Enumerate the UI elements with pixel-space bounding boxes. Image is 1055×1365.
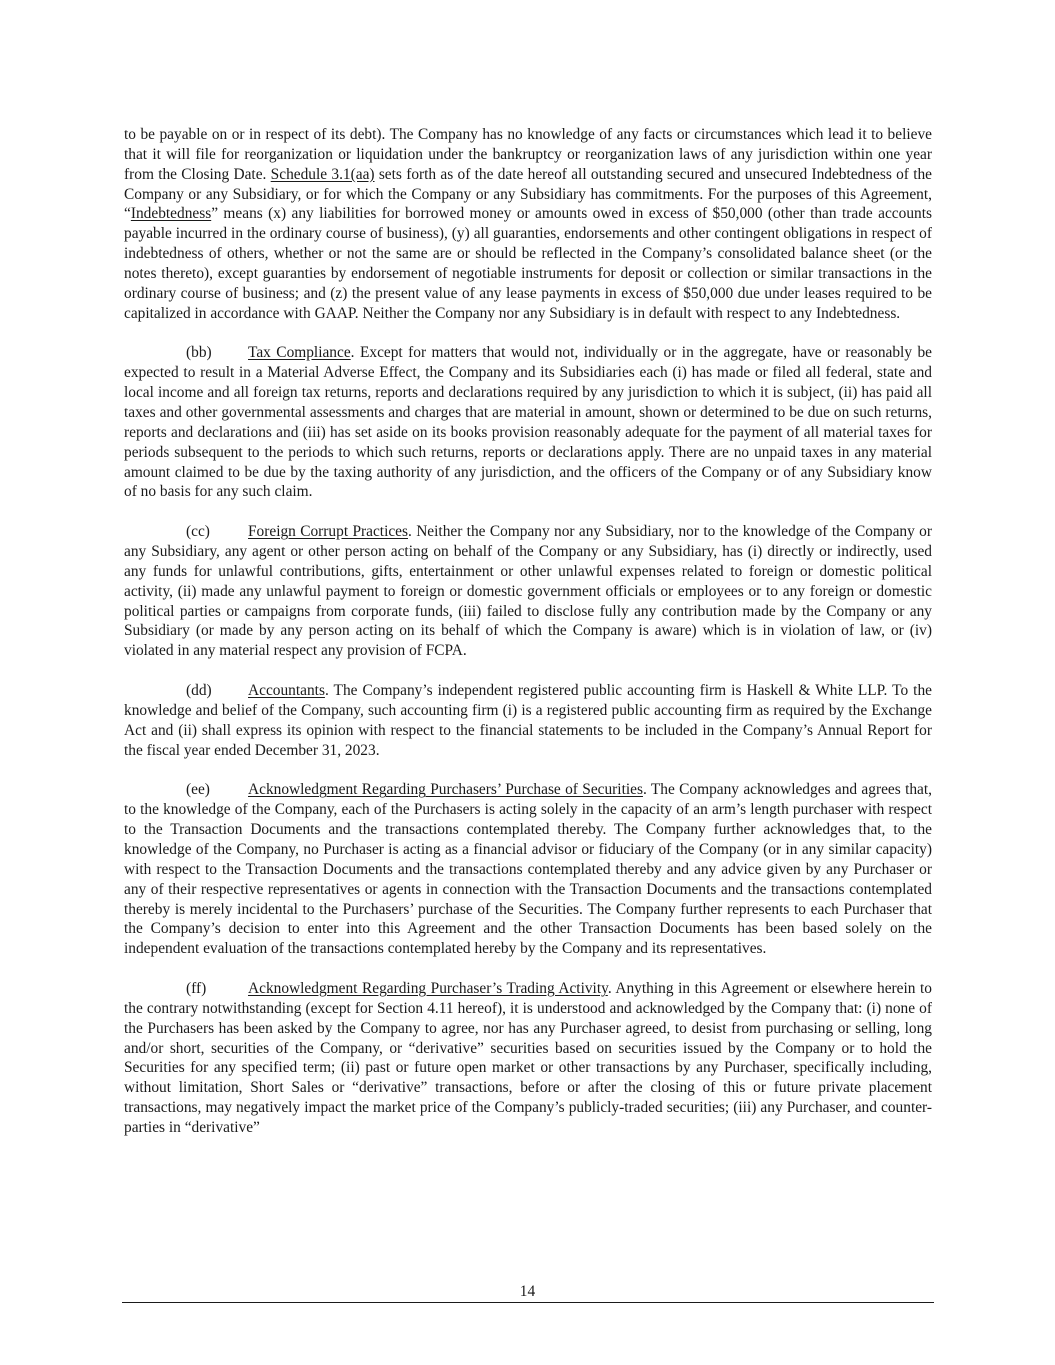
section-body: . Anything in this Agreement or elsewhere herein to the contrary notwithstanding (except for Section 4.11 hereof), it is understood and acknowledged by the Company that: (i) none of the Purchasers has been asked by the Company to agree, nor has any Purchaser agreed, to desist from purchasing or selling, long and/or short, securities of the Company, or “derivative” securities based on securities issued by the Company or to hold the Securities for any specified term; (ii) past or future open market or other transactions by any Purchaser, specifically including, without limitation, Short Sales or “derivative” transactions, before or after the closing of this or future private placement transactions, may negatively impact the market price of the Company’s publicly-traded securities; (iii) any Purchaser, and counter-parties in “derivative” xyxy=(124,980,932,1136)
section-body: . The Company acknowledges and agrees that, to the knowledge of the Company, each of the Purchasers is acting solely in the capacity of an arm’s length purchaser with respect to the Transaction Documents and the transactions contemplated thereby. The Company further acknowledges that, to the knowledge of the Company, no Purchaser is acting as a financial advisor or fiduciary of the Company (or in any similar capacity) with respect to the Transaction Documents and the transactions contemplated thereby and any advice given by any Purchaser or any of their respective representatives or agents in connection with the Transaction Documents and the transactions contemplated thereby is merely incidental to the Purchasers’ purchase of the Securities. The Company further represents to each Purchaser that the Company’s decision to enter into this Agreement and the other Transaction Documents has been based solely on the independent evaluation of the transactions contemplated hereby by the Company and its representatives. xyxy=(124,781,932,958)
section-body: . Neither the Company nor any Subsidiary, nor to the knowledge of the Company or any Subsidiary, any agent or other person acting on behalf of the Company or any Subsidiary, has (i) directly or indirectly, used any funds for unlawful contributions, gifts, entertainment or other unlawful expenses related to foreign or domestic political activity, (ii) made any unlawful payment to foreign or domestic government officials or employees or to any foreign or domestic political parties or campaigns from corporate funds, (iii) failed to disclose fully any contribution made by the Company or any Subsidiary (or made by any person acting on its behalf of which the Company is aware) which is in violation of law, or (iv) violated in any material respect any provision of FCPA. xyxy=(124,523,932,660)
section-heading: Acknowledgment Regarding Purchasers’ Purchase of Securities xyxy=(248,781,643,799)
section-label: (dd) xyxy=(186,682,212,700)
section-heading: Tax Compliance xyxy=(248,344,351,362)
section-ee-acknowledgment-purchase xyxy=(124,780,932,959)
section-heading: Accountants xyxy=(248,682,325,700)
section-dd-accountants xyxy=(124,681,932,760)
section-label: (bb) xyxy=(186,344,212,362)
continuation-paragraph xyxy=(124,125,932,323)
page-number: 14 xyxy=(519,1283,536,1300)
document-body xyxy=(124,125,932,1158)
continuation-text-3: ” means (x) any liabilities for borrowed money or amounts owed in excess of $50,000 (other than trade accounts payable incurred in the ordinary course of business), (y) all guaranties, endorsements and other contingent obligations in respect of indebtedness of others, whether or not the same are or should be reflected in the Company’s consolidated balance sheet (or the notes thereto), except guaranties by endorsement of negotiable instruments for deposit or collection or similar transactions in the ordinary course of business; and (z) the present value of any lease payments in excess of $50,000 due under leases required to be capitalized in accordance with GAAP. Neither the Company nor any Subsidiary is in default with respect to any Indebtedness. xyxy=(124,205,932,322)
section-body: . The Company’s independent registered public accounting firm is Haskell & White LLP. To the knowledge and belief of the Company, such accounting firm (i) is a registered public accounting firm as required by the Exchange Act and (ii) shall express its opinion with respect to the financial statements to be included in the Company’s Annual Report for the fiscal year ended December 31, 2023. xyxy=(124,682,932,759)
section-label: (cc) xyxy=(186,523,210,541)
section-ff-acknowledgment-trading xyxy=(124,979,932,1138)
section-body: . Except for matters that would not, individually or in the aggregate, have or reasonably be expected to result in a Material Adverse Effect, the Company and its Subsidiaries each (i) has made or filed all federal, state and local income and all foreign tax returns, reports and declarations required by any jurisdiction to which it is subject, (ii) has paid all taxes and other governmental assessments and charges that are material in amount, shown or determined to be due on such returns, reports and declarations and (iii) has set aside on its books provision reasonably adequate for the payment of all material taxes for periods subsequent to the periods to which such returns, reports or declarations apply. There are no unpaid taxes in any material amount claimed to be due by the taxing authority of any jurisdiction, and the officers of the Company or of any Subsidiary know of no basis for any such claim. xyxy=(124,344,932,501)
section-cc-foreign-corrupt-practices xyxy=(124,522,932,661)
section-heading: Foreign Corrupt Practices xyxy=(248,523,408,541)
footer-rule xyxy=(122,1302,934,1303)
schedule-reference: Schedule 3.1(aa) xyxy=(270,165,375,183)
continuation-text-1: to be payable on or in respect of its debt). The Company has no knowledge of any facts or circumstances which lead it to believe that it will file for reorganization or liquidation under the bankruptcy or reorganization laws of any jurisdiction within one year from the Closing Date. xyxy=(124,126,932,183)
defined-term-indebtedness: Indebtedness xyxy=(130,205,212,223)
section-heading: Acknowledgment Regarding Purchaser’s Trading Activity xyxy=(248,980,608,998)
continuation-text-2: sets forth as of the date hereof all outstanding secured and unsecured Indebtedness of the Company or any Subsidiary, or for which the Company or any Subsidiary has commitments. For the purposes of this Agreement, “ xyxy=(124,165,933,223)
section-bb-tax-compliance xyxy=(124,343,932,502)
section-label: (ff) xyxy=(186,980,207,998)
section-label: (ee) xyxy=(186,781,210,799)
